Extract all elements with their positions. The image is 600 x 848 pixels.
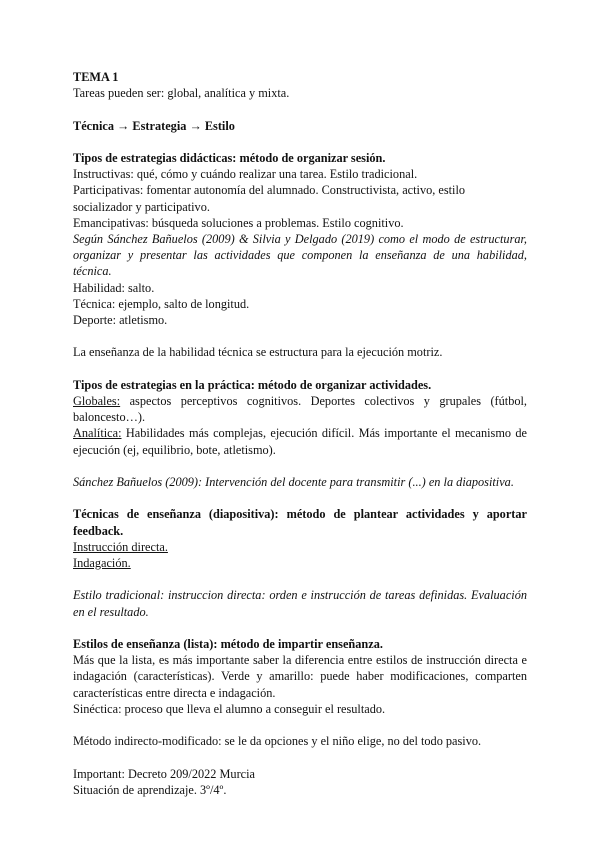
tasks-line: Tareas pueden ser: global, analítica y mixta. (73, 86, 290, 101)
instructivas-line: Instructivas: qué, cómo y cuándo realizar una tarea. Estilo tradicional. (73, 167, 418, 182)
tecnica-line: Técnica: ejemplo, salto de longitud. (73, 296, 250, 311)
analitica-paragraph (73, 425, 527, 457)
habilidad-line: Habilidad: salto. (73, 280, 155, 295)
section3-item-instruccion: Instrucción directa. (73, 539, 168, 554)
section2-citation: Sánchez Bañuelos (2009): Intervención del docente para transmitir (...) en la diapositiva. (73, 475, 514, 489)
section3-note: Estilo tradicional: instruccion directa: orden e instrucción de tareas definidas. Evaluación en el resultado. (73, 588, 527, 619)
deporte-line: Deporte: atletismo. (73, 313, 168, 328)
section3-heading: Técnicas de enseñanza (diapositiva): método de plantear actividades y aportar feedback. (73, 507, 527, 538)
important-line: Important: Decreto 209/2022 Murcia (73, 766, 256, 781)
section1-note: La enseñanza de la habilidad técnica se estructura para la ejecución motriz. (73, 345, 443, 360)
analitica-text: Habilidades más complejas, ejecución difícil. Más importante el mecanismo de ejecución (ej, equilibrio, bote, atletismo). (73, 426, 527, 457)
participativas-line: Participativas: fomentar autonomía del alumnado. Constructivista, activo, estilo socializador y participativo. (73, 183, 466, 214)
globales-label: Globales: (73, 394, 121, 408)
situacion-line: Situación de aprendizaje. 3º/4º. (73, 782, 227, 797)
section1-citation: Según Sánchez Bañuelos (2009) & Silvia y Delgado (2019) como el modo de estructurar, organizar y presentar las actividades que componen la enseñanza de una habilidad, técnica. (73, 232, 527, 279)
globales-text: aspectos perceptivos cognitivos. Deportes colectivos y grupales (fútbol, baloncesto…). (73, 394, 527, 425)
sinectica-line: Sinéctica: proceso que lleva el alumno a conseguir el resultado. (73, 701, 386, 716)
sequence-line: Técnica → Estrategia → Estilo (73, 118, 235, 133)
metodo-line: Método indirecto-modificado: se le da opciones y el niño elige, no del todo pasivo. (73, 734, 482, 749)
analitica-label: Analítica: (73, 426, 122, 441)
emancipativas-line: Emancipativas: búsqueda soluciones a problemas. Estilo cognitivo. (73, 215, 404, 230)
section1-heading: Tipos de estrategias didácticas: método de organizar sesión. (73, 150, 386, 165)
section4-text: Más que la lista, es más importante saber la diferencia entre estilos de instrucción directa e indagación (características). Verde y amarillo: puede haber modificaciones, comparten características entre directa e indagación. (73, 653, 527, 700)
globales-paragraph (73, 393, 527, 425)
section2-heading: Tipos de estrategias en la práctica: método de organizar actividades. (73, 377, 432, 392)
document-title: TEMA 1 (73, 70, 119, 84)
section3-item-indagacion: Indagación. (73, 556, 131, 570)
section4-heading: Estilos de enseñanza (lista): método de impartir enseñanza. (73, 636, 383, 651)
